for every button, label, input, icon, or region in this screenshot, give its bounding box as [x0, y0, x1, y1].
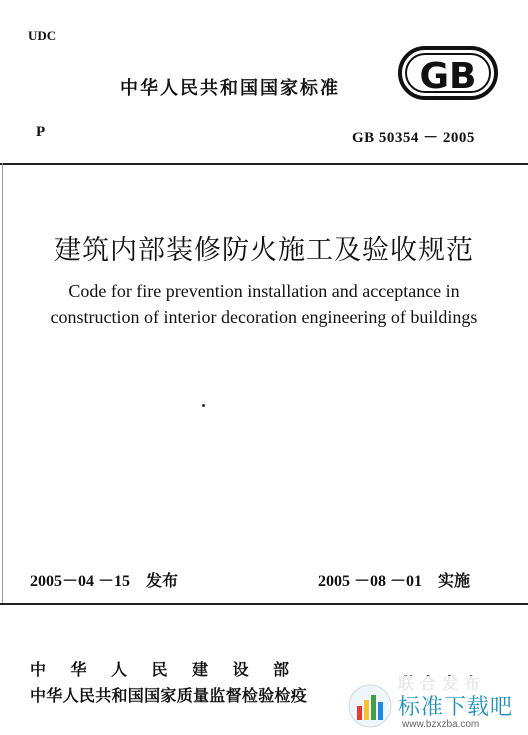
publisher-aqsiq: 中华人民共和国国家质量监督检验检疫 [30, 686, 308, 705]
issue-date: 2005－04 －15 发布 [30, 573, 179, 590]
english-title-line-2: construction of interior decoration engineering of buildings [50, 307, 478, 327]
watermark-name: 标准下载吧 [398, 695, 514, 720]
english-title [0, 278, 528, 330]
udc-label: UDC [28, 28, 57, 43]
watermark-url: www.bzxzba.com [402, 719, 480, 730]
speck [202, 404, 205, 407]
category-code: P [36, 124, 46, 140]
watermark-bars-icon [348, 684, 392, 728]
implement-date: 2005 －08 －01 实施 [318, 573, 471, 590]
publisher-ministry: 中华人民建设部 [30, 660, 314, 679]
chinese-title: 建筑内部装修防火施工及验收规范 [54, 235, 474, 266]
standard-type-title: 中华人民共和国国家标准 [120, 78, 340, 99]
gb-logo [398, 46, 498, 100]
english-title-line-1: Code for fire prevention installation and acceptance in [68, 281, 460, 301]
header-divider [0, 163, 528, 165]
footer-divider [0, 603, 528, 605]
standard-number: GB 50354 － 2005 [352, 130, 475, 146]
gb-logo-text: GB [419, 56, 477, 97]
